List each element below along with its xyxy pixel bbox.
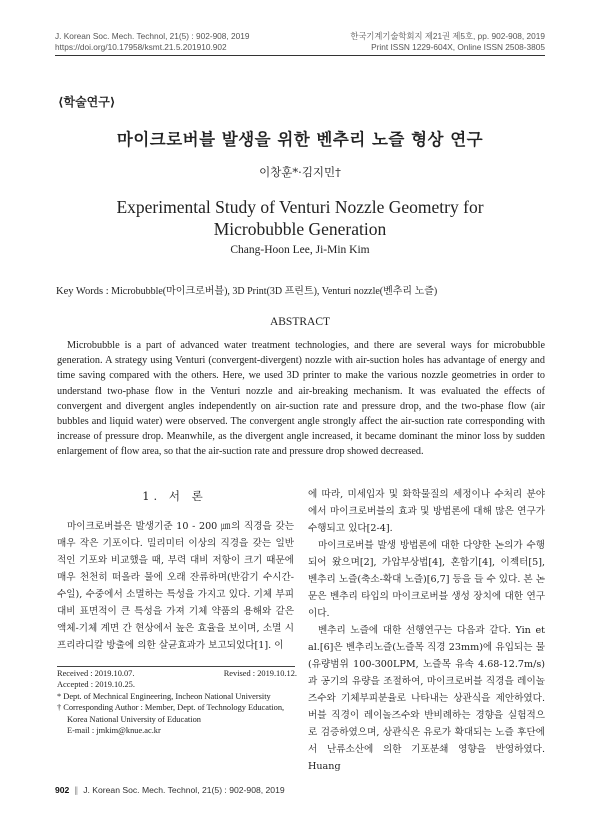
accepted-date: Accepted : 2019.10.25. (57, 680, 135, 690)
corresponding-email[interactable]: E-mail : jmkim@knue.ac.kr (67, 726, 161, 736)
title-english: Experimental Study of Venturi Nozzle Geometry for Microbubble Generation (116, 197, 484, 239)
journal-citation-ko: 한국기계기술학회지 제21권 제5호, pp. 902-908, 2019 (350, 31, 545, 41)
revised-date: Revised : 2019.10.12. (223, 669, 297, 678)
footer-journal: J. Korean Soc. Mech. Technol, 21(5) : 902-908, 2019 (83, 785, 285, 795)
footnotes (57, 668, 297, 736)
corresponding-author: † Corresponding Author : Member, Dept. of Technology Education, (57, 703, 285, 713)
title-korean: 마이크로버블 발생을 위한 벤추리 노즐 형상 연구 (116, 130, 484, 149)
keywords-line (56, 282, 437, 297)
header-left (55, 31, 249, 53)
authors-korean: 이창훈*·김지민† (259, 165, 341, 179)
doi-link[interactable]: https://doi.org/10.17958/ksmt.21.5.201910.902 (55, 42, 227, 52)
footnote-rule (57, 666, 295, 667)
received-revised-row (57, 668, 297, 679)
keywords-text: Microbubble(마이크로버블), 3D Print(3D 프린트), Venturi nozzle(벤추리 노즐) (111, 286, 438, 297)
footer-separator: ∥ (71, 785, 81, 795)
intro-paragraph-continued: 에 따라, 미세입자 및 화학물질의 세정이나 수처리 분야에서 마이크로버블의 효과 및 방법론에 대해 많은 연구가 수행되고 있다[2-4]. (308, 489, 545, 534)
intro-paragraph-left: 마이크로버블은 발생기준 10 - 200 ㎛의 직경을 갖는 매우 작은 기포이다. 밀리미터 이상의 직경을 갖는 일반적인 기포와 비교했을 때, 부력 대비 저항이 크기 때문에 매우 천천히 떠올라 물에 오래 잔류하며(반감기 수시간-수일), 수중에서 소멸하는 특성을 가지고 있다. 기체 부피 대비 표면적이 큰 특성을 가져 기체 약품의 용해와 같은 액체-기체 계면 간 현상에서 높은 효율을 보이며, 소멸 시 프리라디칼 방출에 의한 살균효과가 보고되었다[1]. 이 (57, 521, 294, 651)
corresponding-affiliation: Korea National University of Education (67, 714, 201, 724)
intro-paragraph-methods: 마이크로버블 발생 방법론에 대한 다양한 논의가 수행되어 왔으며[2], 가압부상법[4], 혼합기[4], 이젝터[5], 벤추리 노즐(축소-확대 노즐)[6,7] 등을 들 수 있다. 본 논문은 벤추리 타입의 마이크로버블 생성 장치에 대한 연구이다. (308, 540, 545, 619)
header-right (350, 31, 545, 53)
page-footer (55, 785, 285, 796)
right-column (308, 486, 545, 775)
author-affiliation: * Dept. of Mechnical Engineering, Incheon National University (57, 691, 271, 701)
received-date: Received : 2019.10.07. (57, 669, 135, 678)
journal-citation: J. Korean Soc. Mech. Technol, 21(5) : 902-908, 2019 (55, 31, 250, 41)
keywords-label: Key Words : (56, 286, 109, 297)
abstract-body: Microbubble is a part of advanced water treatment technologies, and there are several ways for microbubble generation. A strategy using Venturi (convergent-divergent) nozzle with air-suction holes has advantage of energy and time saving compared with the others. Here, we used 3D printer to make the various nozzle geometries in order to understand two-phase flow in the Venturi nozzle and air-breaking mechanism. It was evaluated the effects of convergent and divergent angles independently on air-suction rate and pressure drop, and the two-phase flow (air bubbles and liquid water) were observed. The convergent angle strongly affect the air-suction rate corresponding with increase of pressure drop. Meanwhile, as the divergent angle increased, it became dominant the minor loss by sudden enlargement of flow area, so that the air-suction rate and pressure drop showed decreased. (57, 340, 545, 458)
article-category: ⟨학술연구⟩ (58, 95, 116, 109)
abstract-heading: ABSTRACT (269, 316, 331, 328)
intro-paragraph-prior-work: 벤추리 노즐에 대한 선행연구는 다음과 같다. Yin et al.[6]은 벤추리노즐(노즐목 직경 23mm)에 유입되는 물(유량범위 100-300LPM, 노즐목 유속 4.68-12.7m/s)과 공기의 유량을 조절하여, 마이크로버블 직경을 레이놀즈수와 기체부피분율로 나타내는 상관식을 제안하였다. 버블 직경이 레이놀즈수와 반비례하는 경향을 실험적으로 검증하였으며, 상관식은 유로가 확대되는 노즐 후단에서 난류소산에 의한 기포분쇄 영향을 반영하였다. Huang (308, 625, 545, 772)
issn-info: Print ISSN 1229-604X, Online ISSN 2508-3805 (371, 42, 545, 52)
page-number: 902 (55, 785, 70, 795)
header-rule (55, 55, 545, 56)
section-heading-introduction: 1. 서 론 (142, 489, 207, 503)
authors-english: Chang-Hoon Lee, Ji-Min Kim (230, 244, 370, 256)
